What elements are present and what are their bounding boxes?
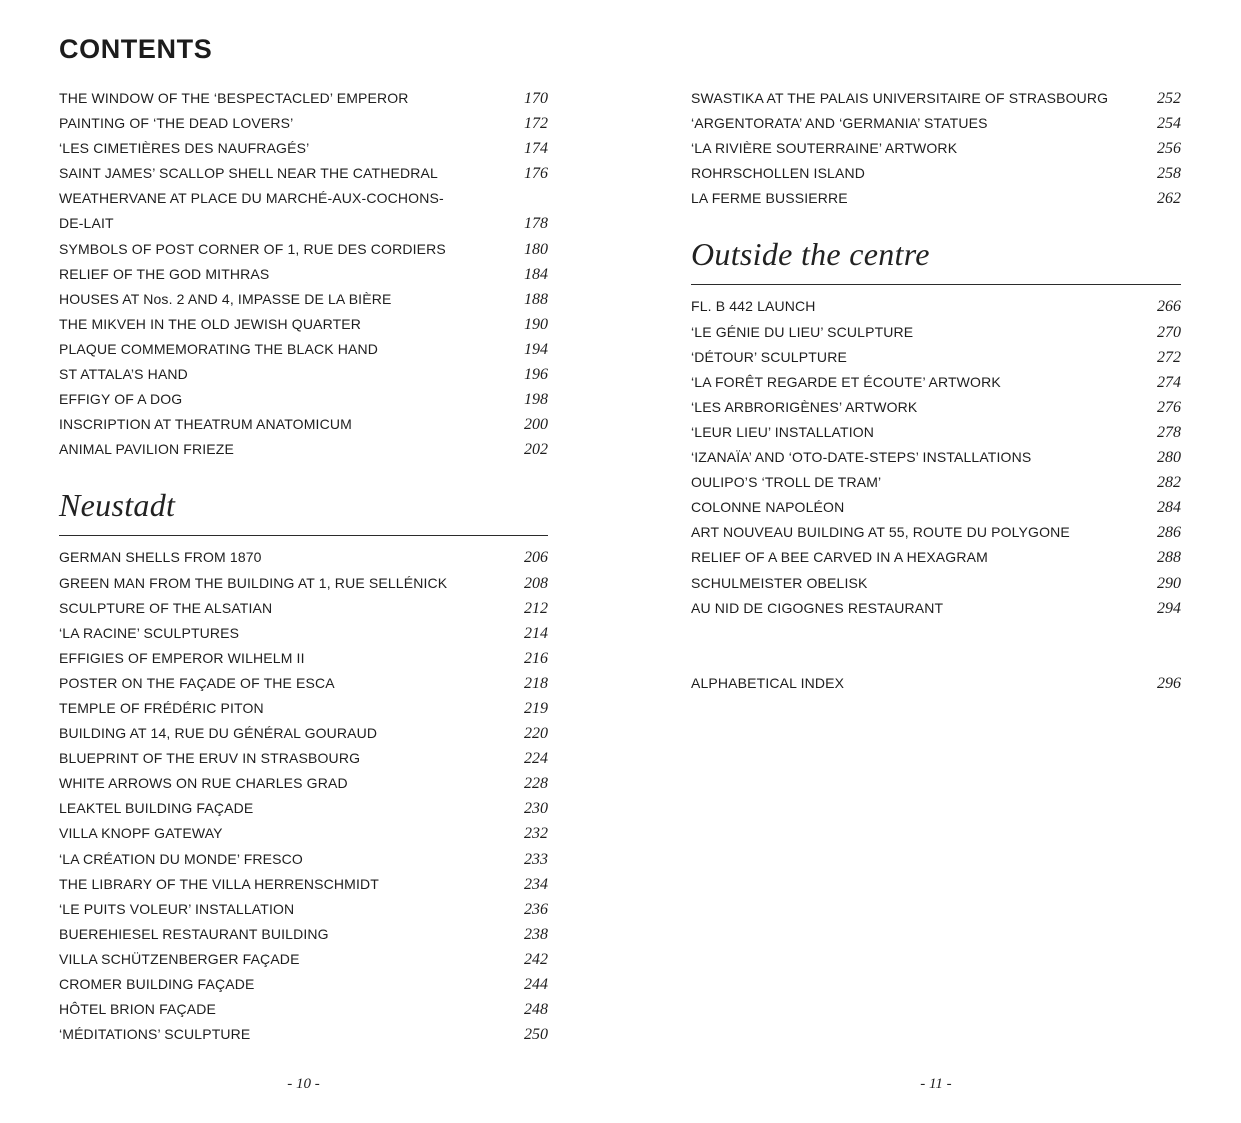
toc-entry-page: 248 xyxy=(524,1001,548,1019)
toc-entry-title: POSTER ON THE FAÇADE OF THE ESCA xyxy=(59,674,335,691)
toc-entry-page: 278 xyxy=(1157,423,1181,441)
toc-entry-page: 284 xyxy=(1157,499,1181,517)
toc-entry xyxy=(59,897,548,922)
toc-entry xyxy=(59,86,548,111)
toc-entry xyxy=(59,746,548,771)
toc-entry xyxy=(59,412,548,437)
toc-entry xyxy=(691,520,1181,545)
toc-entry-title: EFFIGIES OF EMPEROR WILHELM II xyxy=(59,649,305,666)
toc-entry-page: 256 xyxy=(1157,140,1181,158)
toc-entry xyxy=(691,596,1181,621)
toc-entry xyxy=(59,972,548,997)
toc-entry-page: 290 xyxy=(1157,574,1181,592)
toc-entry-page: 252 xyxy=(1157,90,1181,107)
toc-entry-page: 236 xyxy=(524,900,548,918)
left-toc-sections xyxy=(59,86,548,1047)
toc-entry xyxy=(59,237,548,262)
toc-entry-title: ANIMAL PAVILION FRIEZE xyxy=(59,441,234,458)
toc-entry-page: 230 xyxy=(524,800,548,818)
toc-entry-title: ART NOUVEAU BUILDING AT 55, ROUTE DU POLYGONE xyxy=(691,524,1070,541)
toc-entry-title: HOUSES AT Nos. 2 AND 4, IMPASSE DE LA BIÈRE xyxy=(59,290,392,307)
toc-entry xyxy=(691,395,1181,420)
toc-entry-title: ST ATTALA’S HAND xyxy=(59,366,188,383)
toc-entry-page: 202 xyxy=(524,441,548,459)
toc-entry-page: 219 xyxy=(524,699,548,717)
toc-entry xyxy=(691,111,1181,136)
section-heading: Outside the centre xyxy=(691,237,1181,285)
toc-entry-page: 258 xyxy=(1157,165,1181,183)
toc-entry xyxy=(59,872,548,897)
toc-entry-list xyxy=(691,671,1181,696)
toc-entry xyxy=(691,86,1181,111)
toc-entry-page: 288 xyxy=(1157,549,1181,567)
toc-entry-page: 224 xyxy=(524,750,548,768)
toc-entry-title: RELIEF OF THE GOD MITHRAS xyxy=(59,265,270,282)
toc-section xyxy=(59,488,548,1047)
toc-entry xyxy=(59,771,548,796)
toc-entry-page: 282 xyxy=(1157,474,1181,492)
left-page-number: - 10 - xyxy=(287,1076,320,1092)
toc-entry-page: 196 xyxy=(524,366,548,384)
toc-entry-title: ‘LE PUITS VOLEUR’ INSTALLATION xyxy=(59,900,295,917)
toc-entry xyxy=(691,571,1181,596)
toc-entry-page: 244 xyxy=(524,976,548,993)
toc-entry-title: EFFIGY OF A DOG xyxy=(59,391,183,408)
toc-entry-title: GREEN MAN FROM THE BUILDING AT 1, RUE SELLÉNICK xyxy=(59,574,448,591)
toc-entry-list xyxy=(59,545,548,1047)
toc-entry-page: 174 xyxy=(524,140,548,158)
toc-entry-title: ‘DÉTOUR’ SCULPTURE xyxy=(691,348,847,365)
toc-entry-title: ‘LA RACINE’ SCULPTURES xyxy=(59,624,240,641)
toc-entry xyxy=(59,362,548,387)
toc-entry xyxy=(59,545,548,570)
toc-entry xyxy=(59,1022,548,1047)
toc-entry xyxy=(691,495,1181,520)
toc-entry-title: FL. B 442 LAUNCH xyxy=(691,298,816,315)
toc-entry-page: 272 xyxy=(1157,348,1181,366)
toc-entry-title: ‘MÉDITATIONS’ SCULPTURE xyxy=(59,1026,251,1043)
toc-entry xyxy=(691,370,1181,395)
toc-entry-title: ‘IZANAÏA’ AND ‘OTO-DATE-STEPS’ INSTALLATIONS xyxy=(691,449,1032,466)
toc-entry-title: ‘LA FORÊT REGARDE ET ÉCOUTE’ ARTWORK xyxy=(691,373,1001,390)
toc-entry xyxy=(59,136,548,161)
toc-entry xyxy=(691,420,1181,445)
toc-entry xyxy=(59,947,548,972)
toc-entry-page: 194 xyxy=(524,340,548,358)
toc-entry-page: 198 xyxy=(524,391,548,409)
toc-entry-title: LEAKTEL BUILDING FAÇADE xyxy=(59,800,254,817)
toc-entry-page: 184 xyxy=(524,265,548,283)
toc-entry xyxy=(691,445,1181,470)
toc-entry-page: 178 xyxy=(524,215,548,233)
toc-entry-title: ‘LA RIVIÈRE SOUTERRAINE’ ARTWORK xyxy=(691,140,958,157)
toc-entry-title: SCHULMEISTER OBELISK xyxy=(691,574,868,591)
toc-entry-title: ‘ARGENTORATA’ AND ‘GERMANIA’ STATUES xyxy=(691,115,988,132)
toc-entry-page: 170 xyxy=(524,90,548,107)
toc-entry-page: 262 xyxy=(1157,190,1181,208)
toc-entry xyxy=(691,294,1181,319)
toc-entry-title: THE MIKVEH IN THE OLD JEWISH QUARTER xyxy=(59,315,362,332)
toc-entry xyxy=(59,922,548,947)
toc-entry xyxy=(59,262,548,287)
toc-entry-page: 280 xyxy=(1157,449,1181,467)
toc-entry-title: RELIEF OF A BEE CARVED IN A HEXAGRAM xyxy=(691,549,988,566)
toc-entry-title: LA FERME BUSSIERRE xyxy=(691,190,848,207)
toc-entry xyxy=(59,571,548,596)
toc-entry xyxy=(59,621,548,646)
toc-entry-page: 274 xyxy=(1157,373,1181,391)
toc-entry xyxy=(691,320,1181,345)
toc-entry-title: THE WINDOW OF THE ‘BESPECTACLED’ EMPEROR xyxy=(59,90,409,106)
toc-entry-page: 233 xyxy=(524,850,548,868)
page-left xyxy=(59,0,548,1123)
toc-entry-page: 242 xyxy=(524,950,548,968)
toc-entry-page: 208 xyxy=(524,574,548,592)
toc-entry-title: ‘LES ARBRORIGÈNES’ ARTWORK xyxy=(691,398,918,415)
toc-entry-title: HÔTEL BRION FAÇADE xyxy=(59,1001,216,1018)
toc-entry-title: VILLA KNOPF GATEWAY xyxy=(59,825,223,842)
toc-entry-title: WHITE ARROWS ON RUE CHARLES GRAD xyxy=(59,775,348,792)
toc-entry xyxy=(691,345,1181,370)
toc-entry-title: BUEREHIESEL RESTAURANT BUILDING xyxy=(59,925,329,942)
toc-entry-list xyxy=(691,294,1181,620)
toc-entry-page: 254 xyxy=(1157,115,1181,133)
toc-entry-title: CROMER BUILDING FAÇADE xyxy=(59,976,255,992)
toc-entry-page: 216 xyxy=(524,649,548,667)
toc-entry-page: 232 xyxy=(524,825,548,843)
toc-entry-title: ROHRSCHOLLEN ISLAND xyxy=(691,165,866,182)
toc-entry-title: SWASTIKA AT THE PALAIS UNIVERSITAIRE OF STRASBOURG xyxy=(691,90,1109,106)
toc-entry-page: 206 xyxy=(524,549,548,567)
toc-entry xyxy=(59,596,548,621)
toc-entry xyxy=(59,312,548,337)
section-heading: Neustadt xyxy=(59,488,548,536)
toc-entry-title: WEATHERVANE AT PLACE DU MARCHÉ-AUX-COCHONS- xyxy=(59,190,444,207)
toc-entry-title: AU NID DE CIGOGNES RESTAURANT xyxy=(691,599,944,616)
toc-entry-title: PAINTING OF ‘THE DEAD LOVERS’ xyxy=(59,115,294,132)
toc-entry-page: 296 xyxy=(1157,674,1181,692)
toc-entry xyxy=(59,796,548,821)
toc-entry-list xyxy=(691,86,1181,211)
toc-entry xyxy=(691,545,1181,570)
toc-entry xyxy=(59,161,548,186)
toc-entry xyxy=(691,470,1181,495)
toc-entry-page: 266 xyxy=(1157,298,1181,316)
toc-entry-page: 188 xyxy=(524,290,548,308)
toc-entry-page: 228 xyxy=(524,775,548,793)
toc-entry xyxy=(691,136,1181,161)
toc-entry-page: 250 xyxy=(524,1026,548,1044)
toc-entry-page: 238 xyxy=(524,925,548,943)
toc-section xyxy=(691,671,1181,696)
toc-entry-title: SYMBOLS OF POST CORNER OF 1, RUE DES CORDIERS xyxy=(59,240,446,257)
toc-entry-page: 180 xyxy=(524,240,548,258)
toc-entry-page: 220 xyxy=(524,725,548,743)
right-toc-sections xyxy=(691,86,1181,696)
toc-entry-page: 276 xyxy=(1157,398,1181,416)
toc-entry xyxy=(59,186,548,211)
page-title: CONTENTS xyxy=(59,34,213,64)
toc-entry-page: 200 xyxy=(524,416,548,434)
right-page-number: - 11 - xyxy=(920,1076,952,1092)
toc-entry-title: ALPHABETICAL INDEX xyxy=(691,674,845,691)
toc-entry xyxy=(59,821,548,846)
toc-entry xyxy=(59,847,548,872)
toc-entry-page: 176 xyxy=(524,165,548,183)
toc-entry-title: GERMAN SHELLS FROM 1870 xyxy=(59,549,262,566)
toc-entry xyxy=(691,186,1181,211)
toc-entry-title: DE-LAIT xyxy=(59,215,114,232)
toc-entry-title: VILLA SCHÜTZENBERGER FAÇADE xyxy=(59,950,300,967)
toc-entry xyxy=(59,721,548,746)
toc-entry xyxy=(59,646,548,671)
toc-entry-title: THE LIBRARY OF THE VILLA HERRENSCHMIDT xyxy=(59,875,379,892)
toc-entry xyxy=(59,696,548,721)
toc-entry-page: 212 xyxy=(524,599,548,617)
toc-entry xyxy=(59,671,548,696)
toc-entry-title: ‘LEUR LIEU’ INSTALLATION xyxy=(691,423,875,440)
toc-entry xyxy=(59,997,548,1022)
toc-entry-title: OULIPO’S ‘TROLL DE TRAM’ xyxy=(691,474,882,491)
toc-entry-title: PLAQUE COMMEMORATING THE BLACK HAND xyxy=(59,340,378,357)
toc-entry xyxy=(59,387,548,412)
toc-entry xyxy=(691,671,1181,696)
toc-section xyxy=(59,86,548,462)
toc-entry-title: ‘LE GÉNIE DU LIEU’ SCULPTURE xyxy=(691,323,914,340)
toc-entry xyxy=(59,111,548,136)
toc-entry-title: BLUEPRINT OF THE ERUV IN STRASBOURG xyxy=(59,750,361,767)
toc-section xyxy=(691,237,1181,620)
toc-entry-title: SAINT JAMES’ SCALLOP SHELL NEAR THE CATHEDRAL xyxy=(59,165,438,182)
toc-entry xyxy=(691,161,1181,186)
toc-entry-page: 294 xyxy=(1157,599,1181,617)
toc-entry xyxy=(59,437,548,462)
toc-entry-title: TEMPLE OF FRÉDÉRIC PITON xyxy=(59,699,264,716)
toc-entry-page: 286 xyxy=(1157,524,1181,542)
toc-entry xyxy=(59,337,548,362)
toc-entry-page: 214 xyxy=(524,624,548,642)
toc-entry-page: 234 xyxy=(524,875,548,893)
toc-entry-title: COLONNE NAPOLÉON xyxy=(691,499,845,516)
toc-entry-page: 172 xyxy=(524,115,548,133)
toc-section xyxy=(691,86,1181,211)
toc-entry xyxy=(59,211,548,236)
toc-entry-title: SCULPTURE OF THE ALSATIAN xyxy=(59,599,273,616)
page-right xyxy=(691,0,1181,1123)
toc-entry-title: ‘LA CRÉATION DU MONDE’ FRESCO xyxy=(59,850,303,867)
toc-entry xyxy=(59,287,548,312)
toc-entry-title: INSCRIPTION AT THEATRUM ANATOMICUM xyxy=(59,416,352,433)
toc-entry-title: BUILDING AT 14, RUE DU GÉNÉRAL GOURAUD xyxy=(59,725,378,742)
toc-entry-page: 218 xyxy=(524,674,548,692)
toc-entry-page: 270 xyxy=(1157,323,1181,341)
toc-entry-list xyxy=(59,86,548,462)
toc-entry-title: ‘LES CIMETIÈRES DES NAUFRAGÉS’ xyxy=(59,140,310,157)
toc-entry-page: 190 xyxy=(524,315,548,333)
